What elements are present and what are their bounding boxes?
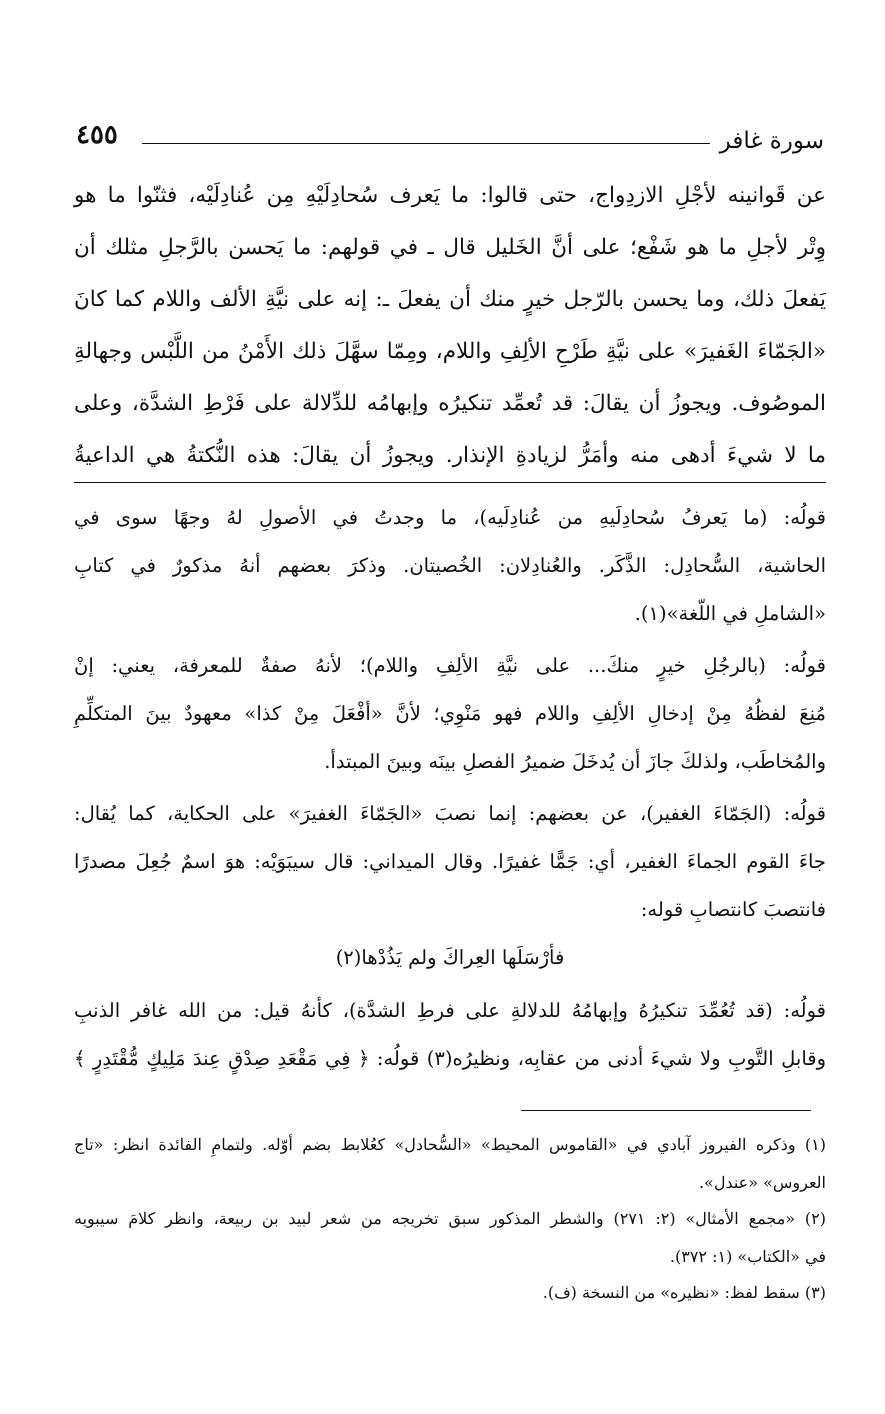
commentary-paragraph — [74, 494, 826, 638]
commentary-paragraph — [74, 642, 826, 786]
footnote-rule — [521, 1110, 811, 1111]
footnote-3 — [74, 1274, 826, 1312]
footnote-line: (١) وذكره الفيروز آبادي في «القاموس المحيط» «السُّحادل» كعُلابط بضم أوّله. ولتمامِ الفائدة انظر: «تاج — [74, 1135, 826, 1154]
main-commentary-divider — [74, 482, 826, 483]
footnote-2 — [74, 1200, 826, 1276]
footnote-line: (٢) «مجمع الأمثال» (٢: ٢٧١) والشطر المذكور سبق تخريجه من شعر لبيد بن ربيعة، وانظر كلامَ سيبويه — [74, 1209, 827, 1228]
main-text-line: ما لا شيءَ أدهى منه وأمَرُّ لزيادةِ الإنذار. ويجوزُ أن يقالَ: هذه النُّكتةُ هي الداعيةُ — [74, 443, 826, 468]
commentary-line: فانتصبَ كانتصابِ قوله: — [640, 898, 826, 921]
main-text-line: الموصُوف. ويجوزُ أن يقالَ: قد تُعمِّد تنكيرُه وإبهامُه للدِّلالة على فَرْطِ الشدَّة، وعلى — [74, 391, 826, 416]
footnote-1 — [74, 1126, 826, 1202]
running-header — [76, 118, 824, 158]
header-rule — [142, 143, 710, 144]
commentary-line: والمُخاطَب، ولذلكَ جازَ أن يُدخَلَ ضميرُ الفصلِ بينَه وبينَ المبتدأ. — [324, 750, 826, 773]
commentary-line: الحاشية، السُّحادِل: الذَّكَر. والعُنادِلان: الخُصيتان. وذكرَ بعضهم أنهُ مذكورٌ في كتابِ — [74, 554, 826, 577]
commentary-paragraph — [74, 790, 826, 982]
main-text-line: «الجَمّاءَ الغَفيرَ» على نيَّةِ طَرْحِ الألِفِ واللام، ومِمّا سهَّلَ ذلك الأَمْنُ من اللَّبْس وجهالةِ — [74, 339, 826, 364]
commentary-line: وقابلِ التَّوبِ ولا شيءَ أدنى من عقابِه، ونظيرُه(٣) قولُه: ﴿ فِي مَقْعَدِ صِدْقٍ عِندَ مَلِيكٍ مُّقْتَدِرٍ ﴾ — [74, 1047, 826, 1070]
footnote-line: في «الكتاب» (١: ٣٧٢). — [669, 1247, 826, 1266]
commentary-line: «الشاملِ في اللّغة»(١). — [634, 602, 826, 625]
footnote-line: (٣) سقط لفظ: «نظيره» من النسخة (ف). — [542, 1283, 826, 1302]
main-text-line: يَفعلَ ذلك، وما يحسن بالرّجل خيرٍ منك أن يفعلَ ـ: إنه على نيَّةِ الألف واللام كما كانَ — [74, 287, 826, 312]
main-text — [74, 170, 826, 482]
page-number: ٤٥٥ — [76, 120, 118, 150]
commentary-line: قولُه: (الجَمّاءَ الغفير)، عن بعضهم: إنما نصبَ «الجَمّاءَ الغفيرَ» على الحكاية، كما يُقال: — [74, 802, 826, 825]
main-text-line: عن قَوانينه لأجْلِ الازدِواج، حتى قالوا: ما يَعرف سُحادِلَيْهِ مِن عُنادِلَيْه، فثنّوا ما هو — [74, 183, 826, 208]
commentary-line: قولُه: (ما يَعرفُ سُحادِلَيهِ من عُنادِلَيه)، ما وجدتُ في الأصولِ لهُ وجهًا سوى في — [74, 506, 826, 529]
commentary-line: قولُه: (قد تُعُمِّدَ تنكيرُهُ وإبهامُهُ للدلالةِ على فرطِ الشدَّة)، كأنهُ قيل: من الله غافر الذنبِ — [74, 999, 826, 1022]
main-text-line: وِتْر لأجلِ ما هو شَفْع؛ على أنَّ الخَليل قال ـ في قولهم: ما يَحسن بالرَّجلِ مثلك أن — [74, 235, 826, 260]
surah-title: سورة غافر — [719, 128, 824, 154]
commentary-line: جاءَ القوم الجماءَ الغفير، أي: جَمًّا غفيرًا. وقال الميداني: قال سيبَوَيْه: هوَ اسمٌ جُعِلَ مصدرًا — [74, 850, 826, 873]
commentary-line: مُنِعَ لفظُهُ مِنْ إدخالِ الألِفِ واللام فهو مَنْوِي؛ لأنَّ «أفْعَلَ مِنْ كذا» معهودٌ بينَ المتكلِّمِ — [74, 702, 826, 725]
poetry-verse: فأرْسَلَها العِراكَ ولم يَذُدْها(٢) — [335, 946, 565, 969]
commentary-paragraph — [74, 987, 826, 1083]
commentary-line: قولُه: (بالرجُلِ خيرٍ منكَ... على نيَّةِ الألِفِ واللام)؛ لأنهُ صفةٌ للمعرفة، يعني: إنْ — [74, 654, 826, 677]
footnote-line: العروس» «عندل». — [698, 1173, 826, 1192]
